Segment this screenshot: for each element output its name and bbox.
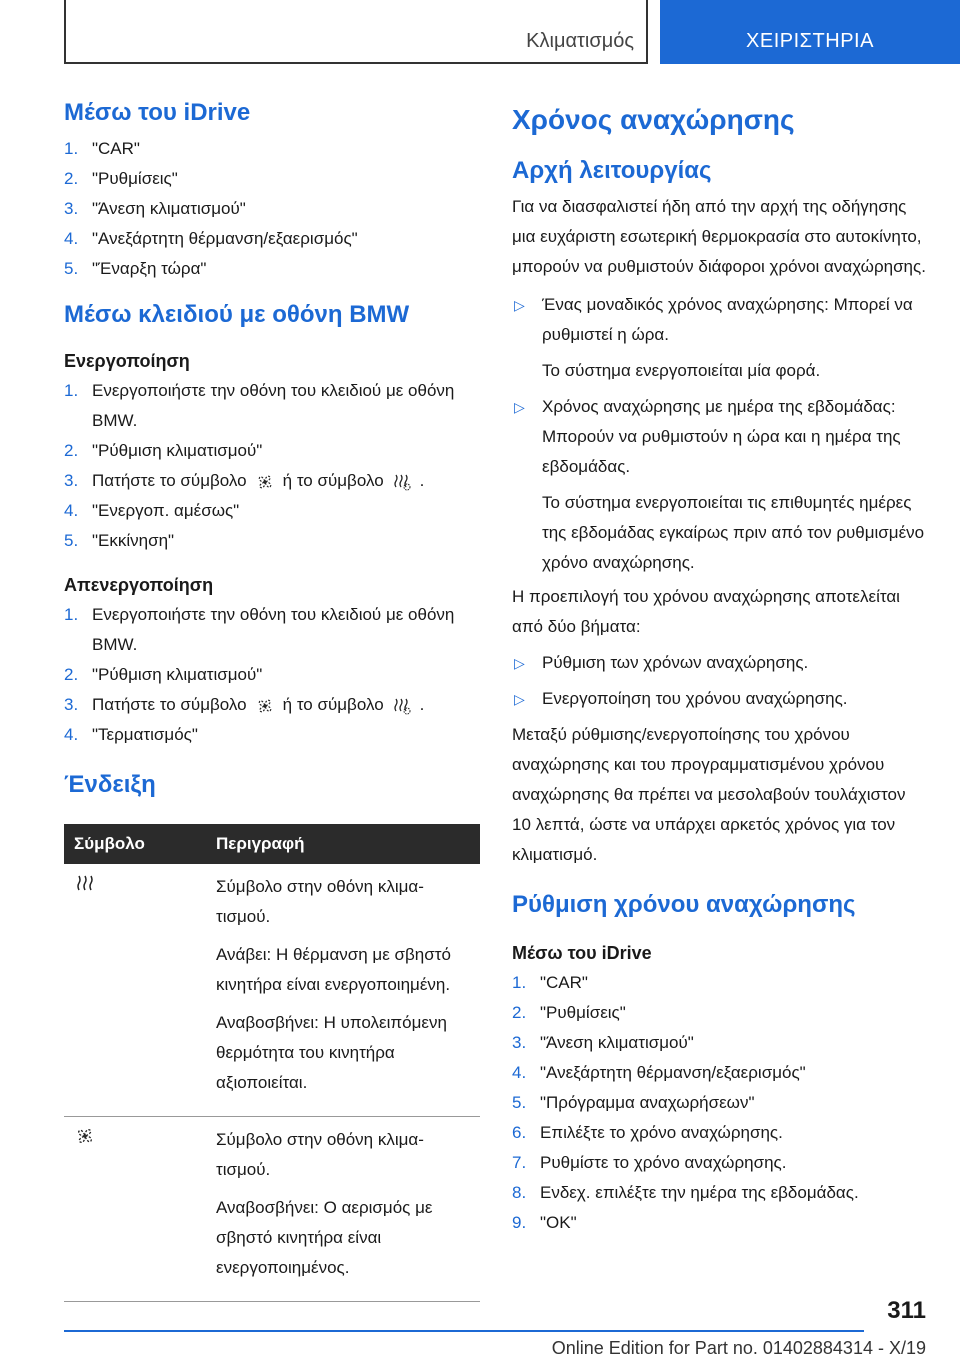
header-category-tab [660, 0, 960, 64]
principle-text: Για να διασφαλιστεί ήδη από την αρχή της οδήγησης μια ευχάριστη εσωτερική θερμοκρασία στο αυτοκίνητο, μπορούν να ρυθμιστούν διάφοροι χρόνοι αναχώρησης. [512, 197, 926, 276]
list-item: 3. "Άνεση κλιματισμού" [64, 199, 246, 218]
idrive-steps [64, 134, 480, 284]
list-item: 2. "Ρυθμίσεις" [64, 169, 178, 188]
ventilation-fan-icon [255, 472, 275, 492]
activation-title: Ενεργοποίηση [64, 351, 190, 371]
left-column [64, 96, 480, 1302]
footer-divider [64, 1330, 864, 1332]
idrive-heading: Μέσω του iDrive [64, 99, 251, 126]
header-section-title: Κλιματισμός [526, 30, 634, 52]
list-item: 3. Πατήστε το σύμβολο ή το σύμβολο . [64, 471, 425, 490]
interval-text: Μεταξύ ρύθμισης/ενεργοποίησης του χρόνου αναχώρησης και του προγραμματισμένου χρόνου αναχώρησης θα πρέπει να μεσολαβούν τουλάχιστον 10 λεπτά, ώστε να υπάρχει αρκετός χρόνος για τον κλιματισμό. [512, 725, 906, 864]
symbol-table [64, 824, 480, 1302]
list-item: ▷ Ρύθμιση των χρόνων αναχώρησης. [512, 648, 928, 678]
list-item: 5. "Έναρξη τώρα" [64, 259, 207, 278]
bullet-triangle-icon: ▷ [514, 691, 525, 707]
list-item: 5. "Πρόγραμμα αναχωρήσεων" [512, 1093, 755, 1112]
heating-icon [74, 872, 96, 894]
bullet-triangle-icon: ▷ [514, 399, 525, 415]
heating-fan-icon [392, 472, 412, 492]
heating-fan-icon [392, 696, 412, 716]
right-column [512, 100, 928, 1238]
indication-heading: Ένδειξη [64, 771, 156, 798]
list-item: 9. "OK" [512, 1213, 577, 1232]
idrive-subheading: Μέσω του iDrive [512, 943, 652, 963]
list-item: 7. Ρυθμίστε το χρόνο αναχώρησης. [512, 1153, 787, 1172]
list-item: 4. "Ανεξάρτητη θέρμανση/εξαερισμός" [512, 1063, 806, 1082]
table-cell-description: Σύμβολο στην οθόνη κλιματισμού. Ανάβει: Η θέρμανση με σβηστό κινητήρα είναι ενεργοποιημένη. Αναβοσβήνει: Η υπολειπόμενη θερμότητα του κινητήρα αξιοποιείται. [206, 864, 480, 1117]
list-item: 3. "Άνεση κλιματισμού" [512, 1033, 694, 1052]
list-item: 2. "Ρύθμιση κλιματισμού" [64, 441, 263, 460]
default-text: Η προεπιλογή του χρόνου αναχώρησης αποτελείται από δύο βήματα: [512, 587, 900, 636]
ventilation-fan-icon [74, 1125, 96, 1147]
page-number: 311 [887, 1297, 926, 1324]
list-item: 2. "Ρυθμίσεις" [512, 1003, 626, 1022]
departure-heading: Χρόνος αναχώρησης [512, 104, 795, 135]
bullet-triangle-icon: ▷ [514, 297, 525, 313]
edition-note: Online Edition for Part no. 01402884314 - X/19 [551, 1338, 926, 1358]
table-header-description: Περιγραφή [206, 824, 480, 864]
list-item: ▷ Ένας μοναδικός χρόνος αναχώρησης: Μπορεί να ρυθμιστεί η ώρα. Το σύστημα ενεργοποιείται μία φορά. [512, 290, 928, 386]
ventilation-fan-icon [255, 696, 275, 716]
list-item: 2. "Ρύθμιση κλιματισμού" [64, 665, 263, 684]
list-item: 4. "Τερματισμός" [64, 725, 198, 744]
bullet-triangle-icon: ▷ [514, 655, 525, 671]
list-item: ▷ Ενεργοποίηση του χρόνου αναχώρησης. [512, 684, 928, 714]
set-steps [512, 968, 928, 1238]
departure-types-list [512, 290, 928, 578]
list-item: 1. Ενεργοποιήστε την οθόνη του κλειδιού με οθόνη BMW. [64, 381, 455, 430]
list-item: 8. Ενδεχ. επιλέξτε την ημέρα της εβδομάδας. [512, 1183, 859, 1202]
table-row [64, 1117, 480, 1302]
key-heading: Μέσω κλειδιού με οθόνη BMW [64, 301, 410, 328]
header-category-label: ΧΕΙΡΙΣΤΗΡΙΑ [746, 30, 874, 52]
deactivation-title: Απενεργοποίηση [64, 575, 214, 595]
header-section-box [64, 0, 648, 64]
table-row [64, 864, 480, 1117]
steps-list [512, 648, 928, 714]
table-cell-description: Σύμβολο στην οθόνη κλιματισμού. Αναβοσβήνει: Ο αερισμός με σβηστό κινητήρα είναι ενεργοποιημένος. [206, 1117, 480, 1302]
table-header-symbol: Σύμβολο [64, 824, 206, 864]
list-item: 1. Ενεργοποιήστε την οθόνη του κλειδιού με οθόνη BMW. [64, 605, 455, 654]
list-item: 4. "Ανεξάρτητη θέρμανση/εξαερισμός" [64, 229, 358, 248]
deactivation-steps [64, 600, 480, 750]
table-cell-symbol [64, 864, 206, 1117]
list-item: 4. "Ενεργοπ. αμέσως" [64, 501, 240, 520]
table-cell-symbol [64, 1117, 206, 1302]
list-item: 3. Πατήστε το σύμβολο ή το σύμβολο . [64, 695, 425, 714]
list-item: 5. "Εκκίνηση" [64, 531, 175, 550]
list-item: 1. "CAR" [512, 973, 588, 992]
list-item: ▷ Χρόνος αναχώρησης με ημέρα της εβδομάδας: Μπορούν να ρυθμιστούν η ώρα και η ημέρα της εβδομάδας. Το σύστημα ενεργοποιείται τις επιθυμητές ημέρες της εβδομάδας εγκαίρως πριν από τον ρυθμισμένο χρόνο αναχώρησης. [512, 392, 928, 578]
list-item: 6. Επιλέξτε το χρόνο αναχώρησης. [512, 1123, 783, 1142]
principle-heading: Αρχή λειτουργίας [512, 157, 712, 184]
list-item: 1. "CAR" [64, 139, 140, 158]
activation-steps [64, 376, 480, 556]
set-heading: Ρύθμιση χρόνου αναχώρησης [512, 891, 856, 918]
